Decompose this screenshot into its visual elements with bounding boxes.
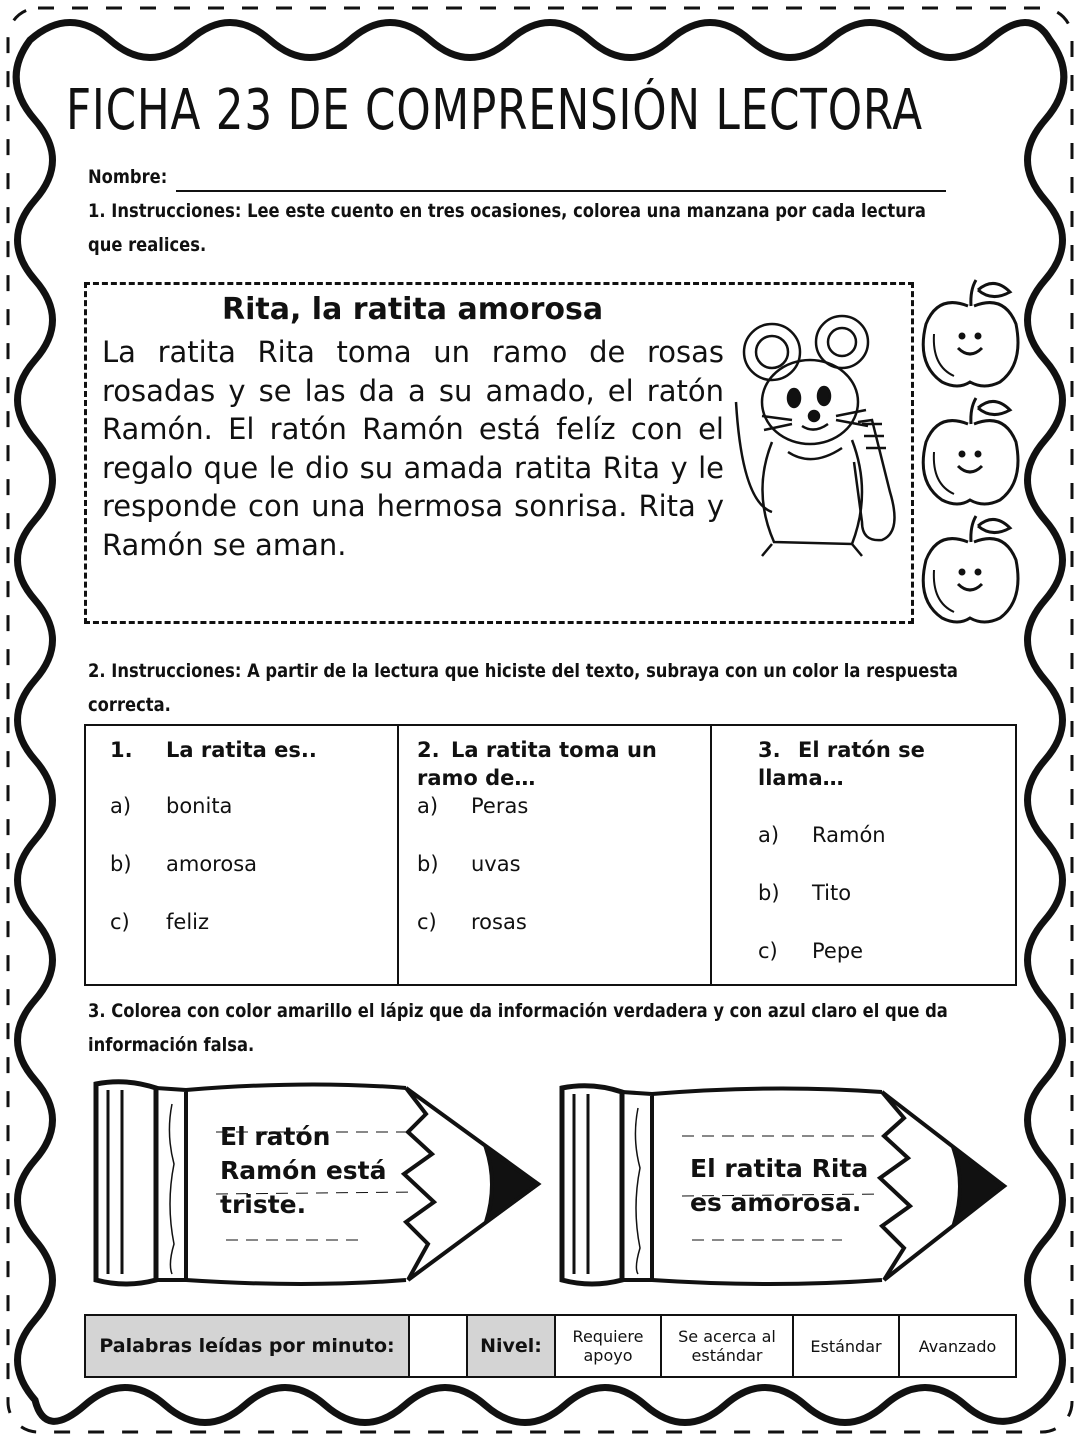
level-requiere-apoyo-line2: apoyo <box>583 1346 633 1365</box>
pencil-2-line1: El ratita Rita <box>690 1154 869 1183</box>
q2-option-b-letter: b) <box>417 852 439 876</box>
instruction-3-line2: información falsa. <box>88 1034 255 1056</box>
story-title: Rita, la ratita amorosa <box>222 292 604 327</box>
q3-option-b-letter: b) <box>758 881 780 905</box>
q3-option-a[interactable]: Ramón <box>812 823 886 847</box>
level-se-acerca-line1: Se acerca al <box>678 1327 776 1346</box>
words-per-minute-field[interactable] <box>409 1315 467 1377</box>
level-se-acerca-line2: estándar <box>691 1346 763 1365</box>
level-requiere-apoyo-line1: Requiere <box>572 1327 644 1346</box>
q2-option-a-letter: a) <box>417 794 439 818</box>
question-3-text-line1: El ratón se <box>798 738 925 762</box>
q2-option-a[interactable]: Peras <box>471 794 529 818</box>
q1-option-a[interactable]: bonita <box>166 794 233 818</box>
q2-option-c[interactable]: rosas <box>471 910 527 934</box>
level-se-acerca[interactable] <box>661 1315 793 1377</box>
instruction-1-line2: que realices. <box>88 234 207 256</box>
q3-option-a-letter: a) <box>758 823 780 847</box>
question-3-cell <box>711 725 1016 985</box>
words-per-minute-label: Palabras leídas por minuto: <box>85 1315 409 1377</box>
level-requiere-apoyo[interactable] <box>555 1315 661 1377</box>
questions-table <box>84 724 1017 986</box>
level-avanzado[interactable]: Avanzado <box>899 1315 1016 1377</box>
q2-option-b[interactable]: uvas <box>471 852 521 876</box>
q1-option-c[interactable]: feliz <box>166 910 210 934</box>
pencil-1-line1: El ratón <box>220 1122 331 1151</box>
name-input-line[interactable] <box>176 190 946 192</box>
instruction-3-line1: 3. Colorea con color amarillo el lápiz que da información verdadera y con azul claro el que da <box>88 1000 948 1022</box>
apple-2-icon[interactable] <box>923 398 1018 504</box>
q3-option-b[interactable]: Tito <box>812 881 852 905</box>
level-label: Nivel: <box>467 1315 555 1377</box>
apples-reading-counter <box>918 276 1024 636</box>
apple-3-icon[interactable] <box>923 516 1018 622</box>
question-2-text-line2: ramo de… <box>417 766 536 790</box>
instruction-1-line1: 1. Instrucciones: Lee este cuento en tres ocasiones, colorea una manzana por cada lectura <box>88 200 926 222</box>
mouse-illustration-icon <box>732 312 912 562</box>
q1-option-b-letter: b) <box>110 852 132 876</box>
question-1-number: 1. <box>110 738 133 762</box>
page-title: FICHA 23 DE COMPRENSIÓN LECTORA <box>66 78 923 143</box>
level-estandar[interactable]: Estándar <box>793 1315 899 1377</box>
q1-option-b[interactable]: amorosa <box>166 852 258 876</box>
name-label: Nombre: <box>88 166 168 188</box>
pencil-1-line3: triste. <box>220 1190 307 1219</box>
instruction-2-line2: correcta. <box>88 694 171 716</box>
reading-level-table <box>84 1314 1017 1378</box>
q1-option-c-letter: c) <box>110 910 130 934</box>
apple-1-icon[interactable] <box>923 280 1018 386</box>
q3-option-c[interactable]: Pepe <box>812 939 864 963</box>
question-3-text-line2: llama… <box>758 766 844 790</box>
question-2-cell <box>398 725 711 985</box>
q1-option-a-letter: a) <box>110 794 132 818</box>
story-text: La ratita Rita toma un ramo de rosas rosadas y se las da a su amado, el ratón Ramón. El ratón Ramón está felíz con el regalo que le dio su amada ratita Rita y le responde con una hermosa sonrisa. Rita y Ramón se aman. <box>102 335 724 562</box>
question-1-text: La ratita es.. <box>166 738 317 762</box>
question-1-cell <box>85 725 398 985</box>
pencil-2-line2: es amorosa. <box>690 1188 862 1217</box>
instruction-2-line1: 2. Instrucciones: A partir de la lectura que hiciste del texto, subraya con un color la respuesta <box>88 660 958 682</box>
q2-option-c-letter: c) <box>417 910 437 934</box>
q3-option-c-letter: c) <box>758 939 778 963</box>
pencil-1-line2: Ramón está <box>220 1156 387 1185</box>
question-2-text-line1: La ratita toma un <box>451 738 657 762</box>
question-2-number: 2. <box>417 738 440 762</box>
question-3-number: 3. <box>758 738 781 762</box>
